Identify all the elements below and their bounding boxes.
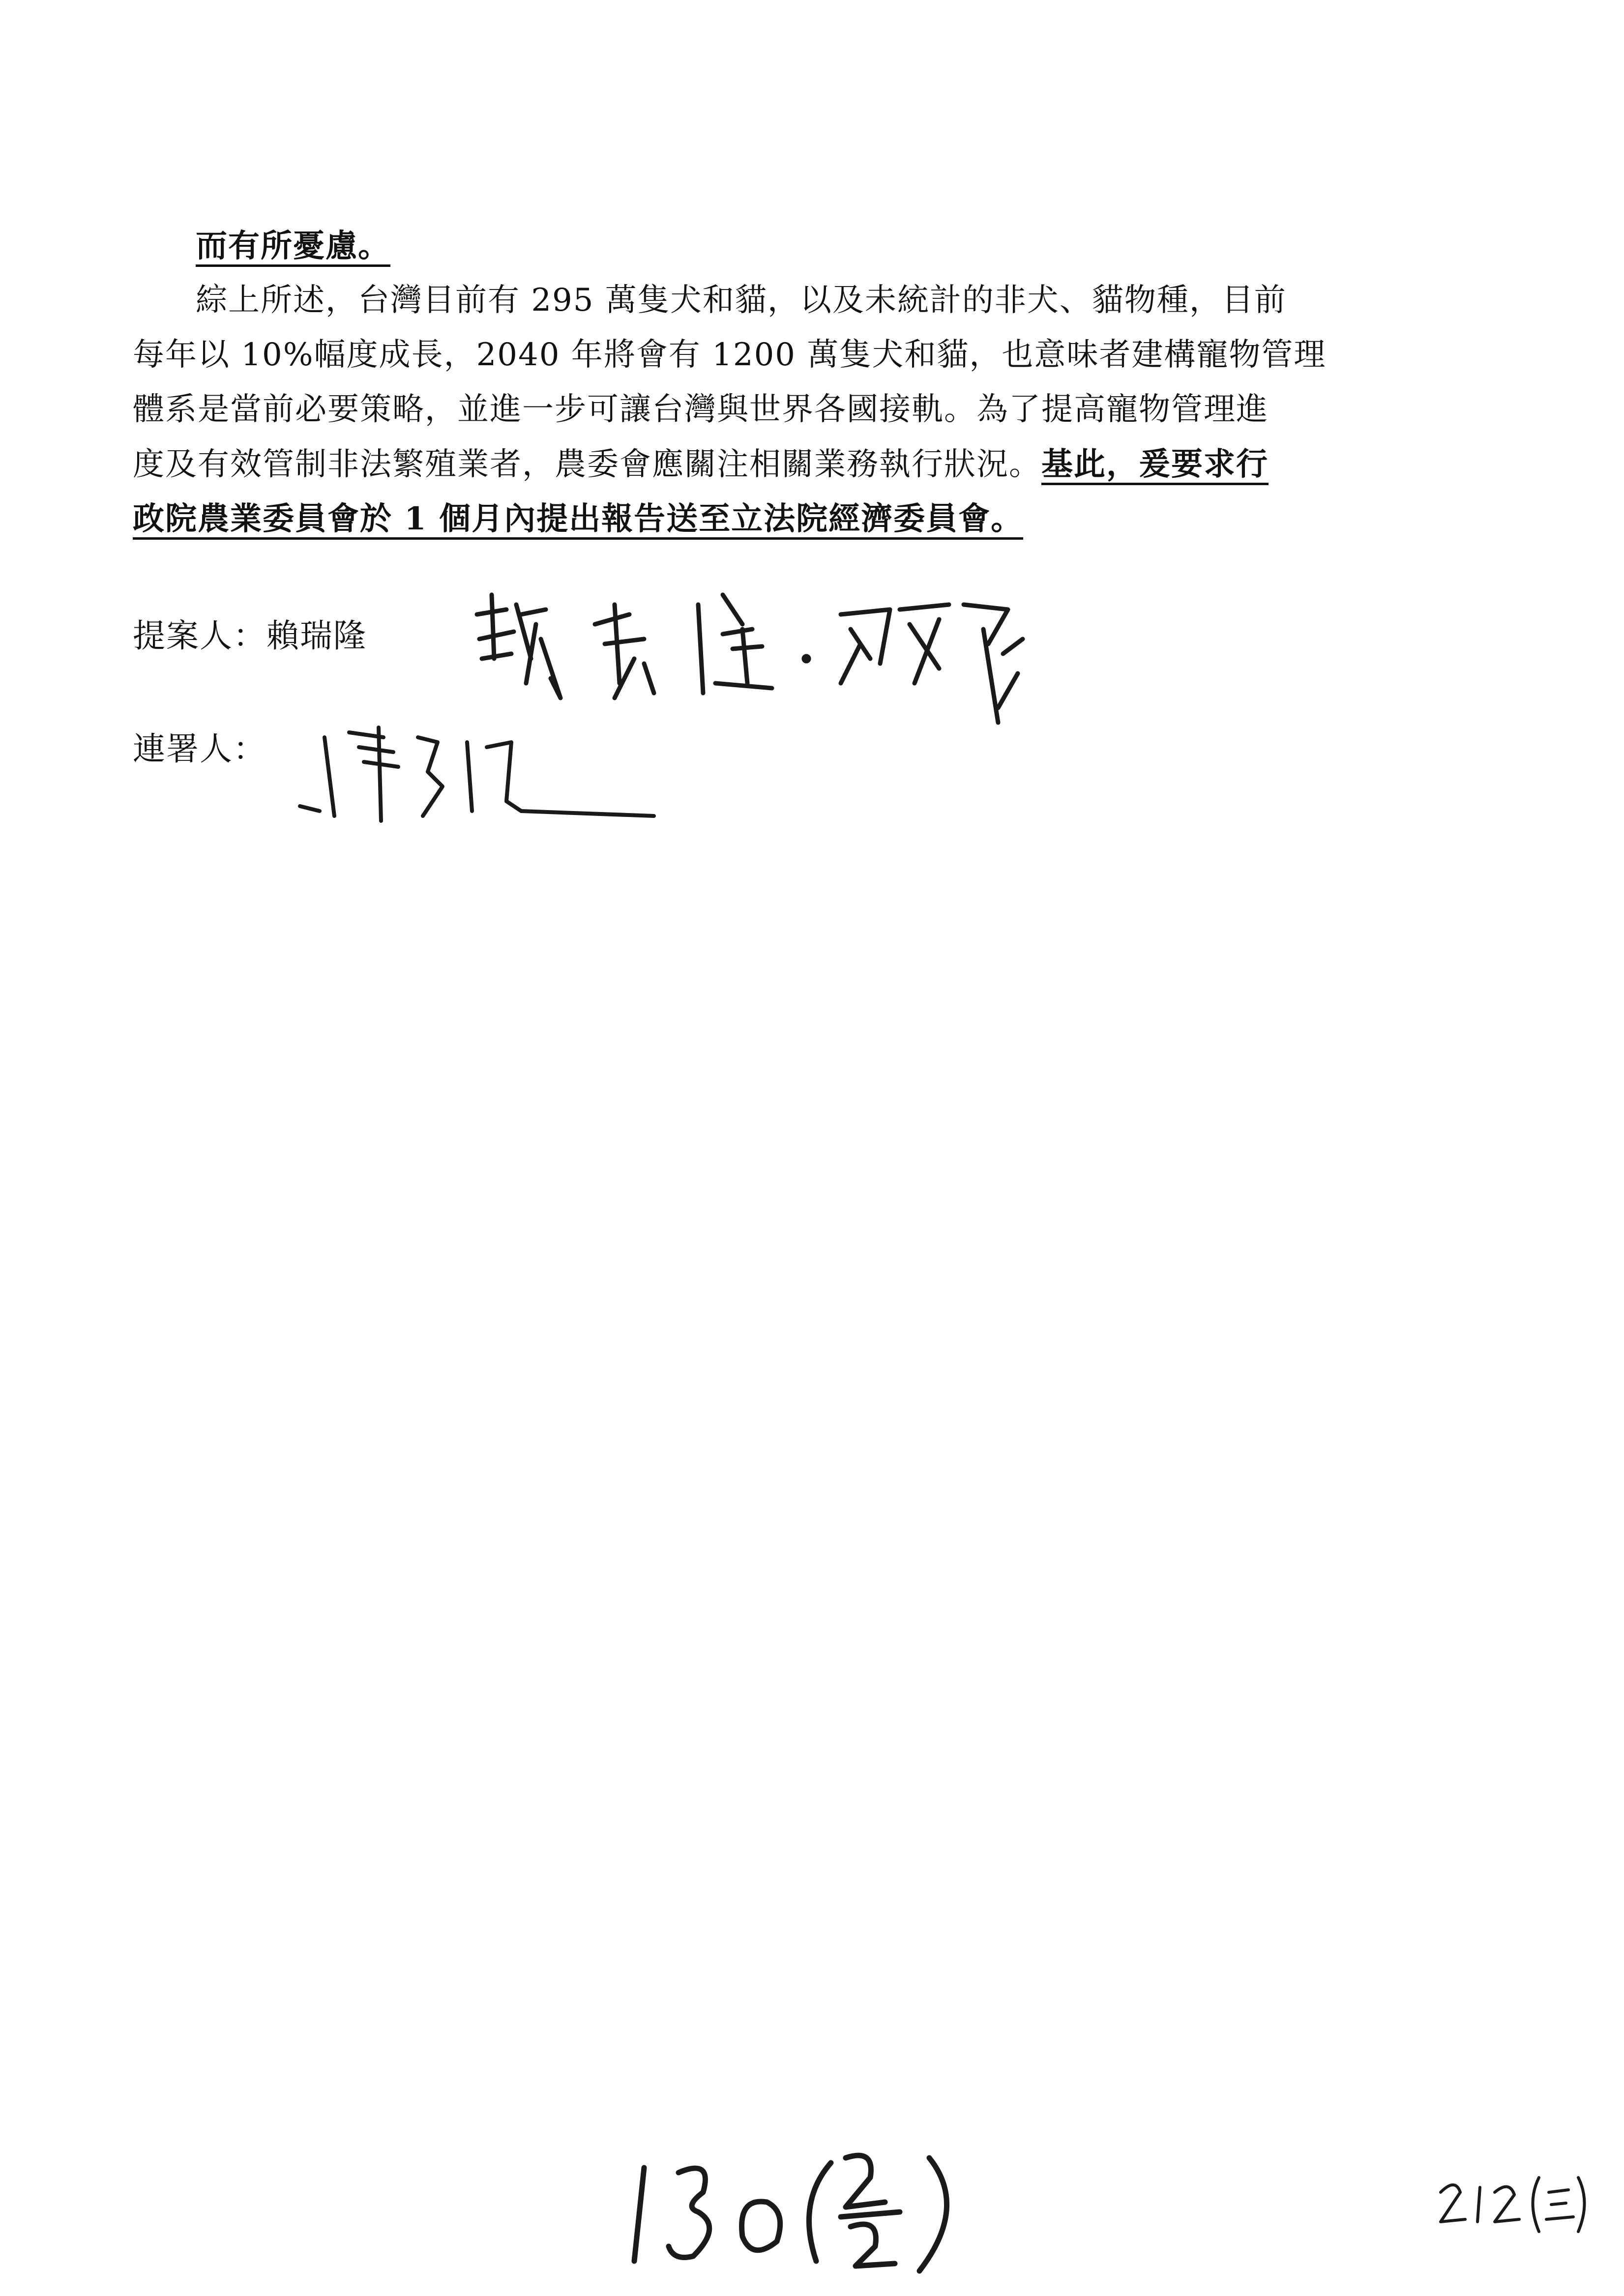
handwritten-page-number [624,2128,1018,2276]
paragraph-line-3: 體系是當前必要策略，並進一步可讓台灣與世界各國接軌。為了提高寵物管理進 [133,391,1269,428]
document-body [133,219,1460,546]
paragraph-line-2: 每年以 10%幅度成長，2040 年將會有 1200 萬隻犬和貓，也意味者建構寵物管理 [133,337,1327,373]
paragraph-line-4 [133,437,1460,492]
proposer-signature [467,585,1067,727]
proposer-label: 提案人：賴瑞隆 [133,617,367,655]
paragraph-line-4-plain: 度及有效管制非法繁殖業者，農委會應關注相關業務執行狀況。 [133,446,1041,483]
paragraph-line-4-emphasis: 基此，爰要求行 [1041,446,1269,483]
handwritten-side-note [1431,2158,1593,2241]
cosigner-signature [290,713,664,836]
paragraph-line-5-emphasis: 政院農業委員會於 1 個月內提出報告送至立法院經濟委員會。 [133,500,1024,537]
paragraph-line-1: 綜上所述，台灣目前有 295 萬隻犬和貓，以及未統計的非犬、貓物種，目前 [196,282,1287,319]
paragraph-line-5 [133,492,1460,546]
cosigner-label: 連署人： [133,730,266,768]
heading-continuation: 而有所憂慮。 [196,228,390,264]
